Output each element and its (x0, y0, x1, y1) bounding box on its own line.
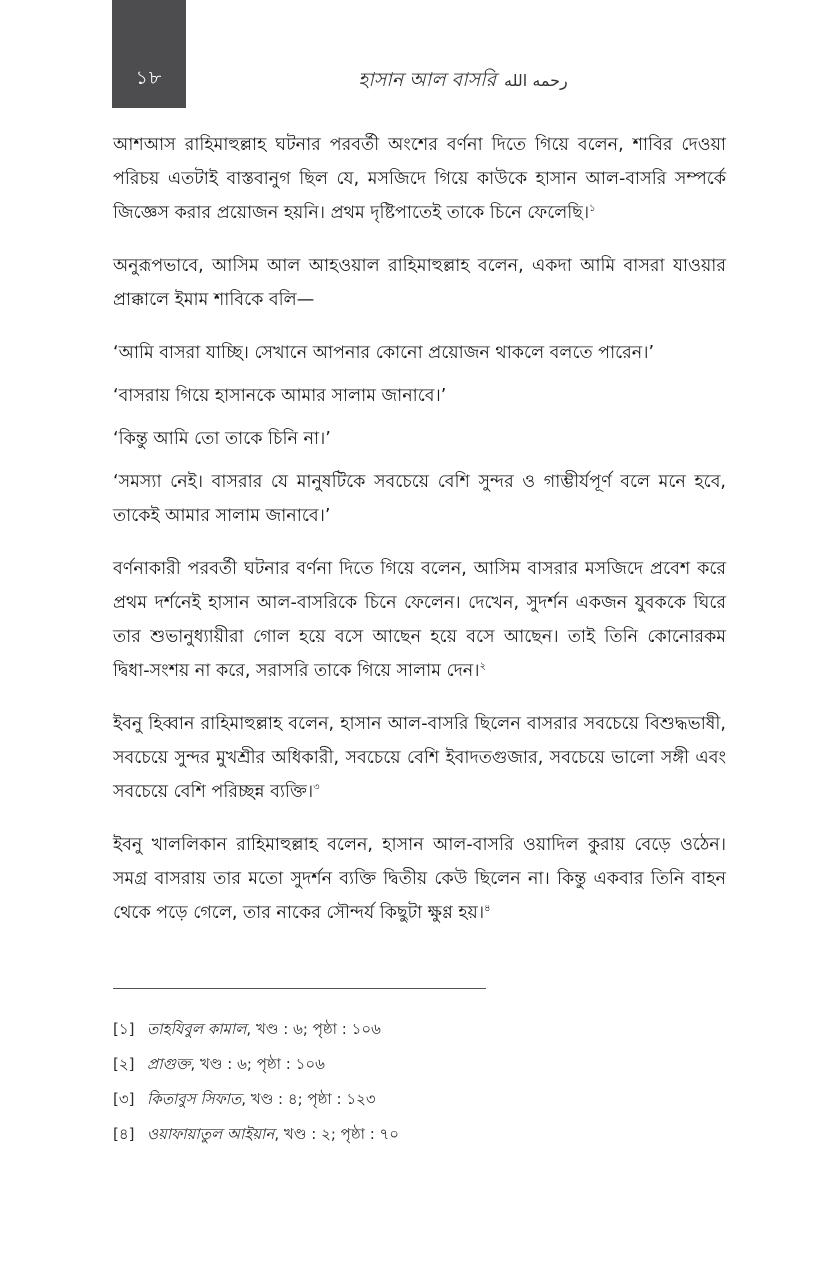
footnote (113, 1117, 726, 1152)
footnote-detail: , খণ্ড : ২; পৃষ্ঠা : ৭০ (274, 1125, 400, 1143)
paragraph: অনুরূপভাবে, আসিম আল আহওয়াল রাহিমাহুল্লাহ বলেন, একদা আমি বাসরা যাওয়ার প্রাক্কালে ইমাম শাবিকে বলি— (113, 256, 726, 310)
dialog-line: ‘কিন্তু আমি তো তাকে চিনি না।’ (113, 429, 331, 449)
running-head (200, 66, 726, 98)
footnote-detail: , খণ্ড : ৬; পৃষ্ঠা : ১০৬ (246, 1020, 381, 1038)
footnote-number: [১] (113, 1020, 135, 1038)
footnote (113, 1082, 726, 1117)
honorific-glyph: رحمه الله (504, 71, 568, 90)
footnote-number: [২] (113, 1055, 135, 1073)
footnote-detail: , খণ্ড : ৬; পৃষ্ঠা : ১০৬ (190, 1055, 325, 1073)
page-number: ১৮ (135, 67, 163, 89)
footnote-title: কিতাবুস সিফাত (147, 1090, 242, 1108)
footnote-ref[interactable]: ৪ (484, 903, 491, 915)
paragraph: আশআস রাহিমাহুল্লাহ ঘটনার পরবর্তী অংশের বর্ণনা দিতে গিয়ে বলেন, শাবির দেওয়া পরিচয় এতটাই বাস্তবানুগ ছিল যে, মসজিদে গিয়ে কাউকে হাসান আল-বাসরি সম্পর্কে জিজ্ঞেস করার প্রয়োজন হয়নি। প্রথম দৃষ্টিপাতেই তাকে চিনে ফেলেছি।$^১$ (113, 135, 726, 223)
body-text (113, 128, 726, 949)
footnote (113, 1047, 726, 1082)
footnote-ref[interactable]: ২ (479, 661, 487, 673)
footnote-ref[interactable]: ১ (589, 203, 596, 215)
dialog-line: ‘আমি বাসরা যাচ্ছি। সেখানে আপনার কোনো প্রয়োজন থাকলে বলতে পারেন।’ (113, 343, 655, 363)
dialog-line: ‘সমস্যা নেই। বাসরার যে মানুষটিকে সবচেয়ে বেশি সুন্দর ও গাম্ভীর্যপূর্ণ বলে মনে হবে, তাকেই আমার সালাম জানাবে।’ (113, 472, 726, 526)
footnote-divider (113, 988, 486, 989)
dialog-line: ‘বাসরায় গিয়ে হাসানকে আমার সালাম জানাবে।’ (113, 386, 447, 406)
footnote-detail: , খণ্ড : ৪; পৃষ্ঠা : ১২৩ (241, 1090, 376, 1108)
footnote-title: ওয়াফায়াতুল আইয়ান (147, 1125, 275, 1143)
paragraph: ইবনু খাললিকান রাহিমাহুল্লাহ বলেন, হাসান আল-বাসরি ওয়াদিল কুরায় বেড়ে ওঠেন। সমগ্র বাসরায় তার মতো সুদর্শন ব্যক্তি দ্বিতীয় কেউ ছিলেন না। কিন্তু একবার তিনি বাহন থেকে পড়ে গেলে, তার নাকের সৌন্দর্য কিছুটা ক্ষুণ্ণ হয়।$^৪$ (113, 835, 726, 923)
footnote-title: প্রাগুক্ত (147, 1055, 191, 1073)
paragraph: ইবনু হিব্বান রাহিমাহুল্লাহ বলেন, হাসান আল-বাসরি ছিলেন বাসরার সবচেয়ে বিশুদ্ধভাষী, সবচেয়ে সুন্দর মুখশ্রীর অধিকারী, সবচেয়ে বেশি ইবাদতগুজার, সবচেয়ে ভালো সঙ্গী এবং সবচেয়ে বেশি পরিচ্ছন্ন ব্যক্তি।$^৩$ (113, 714, 726, 802)
footnote-number: [৩] (113, 1090, 135, 1108)
footnote-number: [৪] (113, 1125, 135, 1143)
running-title: হাসান আল বাসরি (358, 69, 497, 91)
page-number-tab (112, 0, 186, 108)
footnotes (113, 1012, 726, 1152)
footnote-title: তাহযিবুল কামাল (147, 1020, 247, 1038)
paragraph: বর্ণনাকারী পরবর্তী ঘটনার বর্ণনা দিতে গিয়ে বলেন, আসিম বাসরার মসজিদে প্রবেশ করে প্রথম দর্শনেই হাসান আল-বাসরিকে চিনে ফেলেন। দেখেন, সুদর্শন একজন যুবককে ঘিরে তার শুভানুধ্যায়ীরা গোল হয়ে বসে আছেন হয়ে বসে আছেন। তাই তিনি কোনোরকম দ্বিধা-সংশয় না করে, সরাসরি তাকে গিয়ে সালাম দেন।$^২$ (113, 559, 726, 681)
footnote (113, 1012, 726, 1047)
footnote-ref[interactable]: ৩ (313, 782, 320, 794)
